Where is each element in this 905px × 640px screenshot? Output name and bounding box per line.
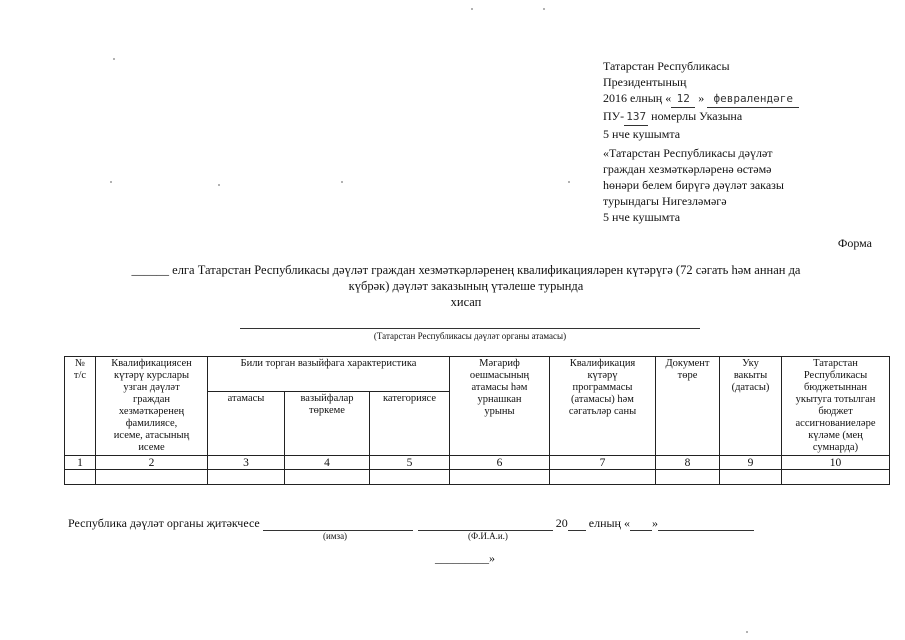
header-cell-budget: Татарстан Республикасы бюджетыннан укытуга тотылган бюджет ассигнованиеләре күләме (мең сумнарда) bbox=[782, 357, 890, 456]
title-line-1 bbox=[60, 262, 872, 278]
sign-caption: (имза) bbox=[323, 531, 348, 541]
scan-speck bbox=[746, 631, 748, 633]
header-date-prefix: 2016 елның « bbox=[603, 91, 672, 105]
report-table bbox=[64, 356, 890, 485]
number-cell: 7 bbox=[550, 456, 656, 470]
reference-line-2: граждан хезмәткәрләренә өстәмә bbox=[603, 162, 772, 176]
empty-cell[interactable] bbox=[65, 470, 96, 485]
table-header-row-1 bbox=[65, 357, 890, 392]
header-line-2: Президентының bbox=[603, 75, 687, 89]
header-cell-program: Квалификация күтәрү программасы (атамасы) һәм сәгатьләр саны bbox=[550, 357, 656, 456]
header-number-prefix: ПУ- bbox=[603, 109, 625, 123]
reference-line-1: «Татарстан Республикасы дәүләт bbox=[603, 146, 773, 160]
header-date-mid: » bbox=[698, 91, 705, 105]
table-empty-row bbox=[65, 470, 890, 485]
header-cell-number: № т/с bbox=[65, 357, 96, 456]
header-cell-dates: Уку вакыты (датасы) bbox=[720, 357, 782, 456]
title-year-blank: ______ bbox=[131, 263, 170, 277]
number-cell: 8 bbox=[656, 456, 720, 470]
header-cell-position-name: атамасы bbox=[208, 392, 285, 456]
scan-speck bbox=[110, 181, 112, 183]
empty-cell[interactable] bbox=[656, 470, 720, 485]
closing-mark: _________» bbox=[435, 551, 495, 565]
number-cell: 4 bbox=[285, 456, 370, 470]
empty-cell[interactable] bbox=[285, 470, 370, 485]
signature-field[interactable] bbox=[263, 518, 413, 531]
reference-line-3: һөнәри белем бирүгә дәүләт заказы bbox=[603, 178, 784, 192]
empty-cell[interactable] bbox=[720, 470, 782, 485]
report-title bbox=[60, 262, 872, 310]
reference-block bbox=[603, 145, 784, 225]
title-line-2: күбрәк) дәүләт заказының үтәлеше турында bbox=[348, 279, 584, 293]
scan-speck bbox=[543, 8, 545, 10]
scan-speck bbox=[113, 58, 115, 60]
header-line-4 bbox=[603, 108, 799, 126]
signature-line bbox=[68, 516, 754, 531]
empty-cell[interactable] bbox=[550, 470, 656, 485]
number-cell: 3 bbox=[208, 456, 285, 470]
header-line-3 bbox=[603, 90, 799, 108]
empty-cell[interactable] bbox=[208, 470, 285, 485]
header-cell-position-group-type: вазыйфалар төркеме bbox=[285, 392, 370, 456]
fullname-field[interactable] bbox=[418, 518, 553, 531]
header-cell-fullname: Квалификациясен күтәрү курслары узган дәүләт граждан хезмәткәренең фамилиясе, исеме, атасының исеме bbox=[96, 357, 208, 456]
scan-speck bbox=[471, 8, 473, 10]
name-caption: (Ф.И.А.и.) bbox=[468, 531, 508, 541]
number-cell: 9 bbox=[720, 456, 782, 470]
day-field[interactable] bbox=[630, 518, 652, 531]
title-line-3: хисап bbox=[450, 295, 482, 309]
month-field[interactable] bbox=[658, 518, 754, 531]
year-prefix: 20 bbox=[555, 516, 568, 530]
scan-speck bbox=[568, 181, 570, 183]
table-number-row bbox=[65, 456, 890, 470]
header-month-value: февралендәге bbox=[707, 91, 799, 108]
header-cell-position-group: Били торган вазыйфага характеристика bbox=[208, 357, 450, 392]
year-field[interactable] bbox=[568, 518, 586, 531]
header-number-suffix: номерлы Указына bbox=[651, 109, 743, 123]
header-cell-category: категориясе bbox=[370, 392, 450, 456]
header-cell-document: Документ төре bbox=[656, 357, 720, 456]
header-cell-institution: Мәгариф оешмасының атамасы һәм урнашкан урыны bbox=[450, 357, 550, 456]
header-block bbox=[603, 58, 799, 142]
reference-line-4: турындагы Нигезләмәгә bbox=[603, 194, 727, 208]
empty-cell[interactable] bbox=[96, 470, 208, 485]
header-line-5: 5 нче кушымта bbox=[603, 127, 681, 141]
empty-cell[interactable] bbox=[782, 470, 890, 485]
number-cell: 5 bbox=[370, 456, 450, 470]
signature-label: Республика дәүләт органы җитәкчесе bbox=[68, 516, 260, 530]
header-day-value: 12 bbox=[671, 91, 695, 108]
form-label: Форма bbox=[837, 236, 872, 250]
header-line-1: Татарстан Республикасы bbox=[603, 59, 730, 73]
scan-speck bbox=[341, 181, 343, 183]
number-cell: 10 bbox=[782, 456, 890, 470]
number-cell: 1 bbox=[65, 456, 96, 470]
header-number-value: 137 bbox=[624, 109, 648, 126]
title-line-1-text: елга Татарстан Республикасы дәүләт граждан хезмәткәрләренең квалификацияләрен күтәрүгә (72 сәгать һәм аннан да bbox=[172, 263, 801, 277]
number-cell: 6 bbox=[450, 456, 550, 470]
empty-cell[interactable] bbox=[450, 470, 550, 485]
number-cell: 2 bbox=[96, 456, 208, 470]
scan-speck bbox=[218, 184, 220, 186]
reference-line-5: 5 нче кушымта bbox=[603, 210, 681, 224]
org-name-line bbox=[240, 328, 700, 329]
empty-cell[interactable] bbox=[370, 470, 450, 485]
day-close-quote: » bbox=[651, 516, 658, 530]
year-suffix: елның « bbox=[588, 516, 630, 530]
org-name-caption: (Татарстан Республикасы дәүләт органы атамасы) bbox=[373, 331, 567, 341]
